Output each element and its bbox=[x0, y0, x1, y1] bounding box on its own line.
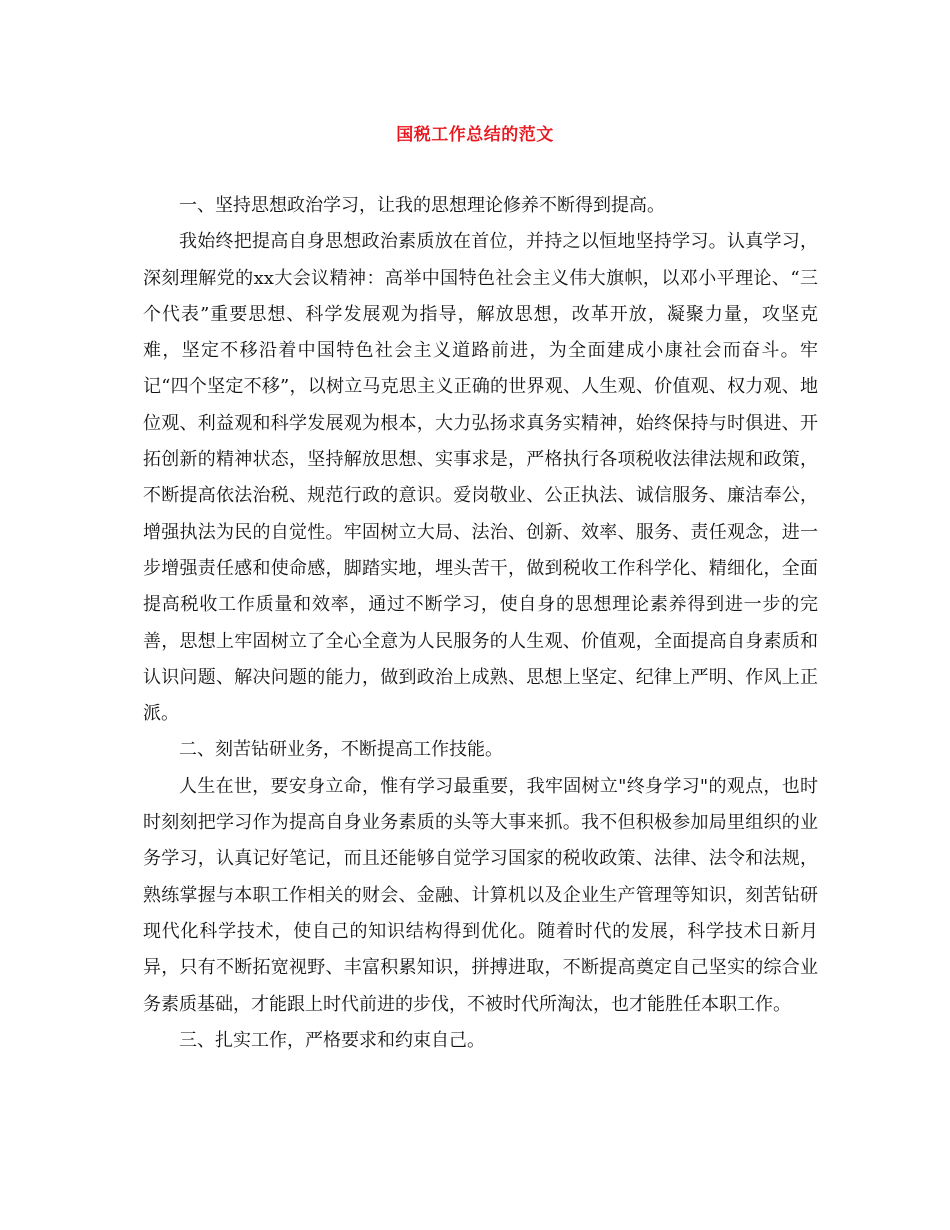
section-heading-2: 二、刻苦钻研业务，不断提高工作技能。 bbox=[179, 739, 503, 761]
body-paragraph-2: 人生在世，要安身立命，惟有学习最重要，我牢固树立"终身学习"的观点，也时时刻刻把学习作为提高自身业务素质的头等大事来抓。我不但积极参加局里组织的业务学习，认真记好笔记，而且还能够自觉学习国家的税收政策、法律、法令和法规，熟练掌握与本职工作相关的财会、金融、计算机以及企业生产管理等知识，刻苦钻研现代化科学技术，使自己的知识结构得到优化。随着时代的发展，科学技术日新月异，只有不断拓宽视野、丰富积累知识，拼搏进取，不断提高奠定自己坚实的综合业务素质基础，才能跟上时代前进的步伐，不被时代所淘汰，也才能胜任本职工作。 bbox=[143, 775, 818, 1015]
document-body bbox=[143, 188, 818, 1059]
section-heading-3: 三、扎实工作，严格要求和约束自己。 bbox=[179, 1029, 485, 1051]
body-paragraph-1: 我始终把提高自身思想政治素质放在首位，并持之以恒地坚持学习。认真学习，深刻理解党的xx大会议精神：高举中国特色社会主义伟大旗帜，以邓小平理论、“三个代表”重要思想、科学发展观为指导，解放思想，改革开放，凝聚力量，攻坚克难，坚定不移沿着中国特色社会主义道路前进，为全面建成小康社会而奋斗。牢记“四个坚定不移”，以树立马克思主义正确的世界观、人生观、价值观、权力观、地位观、利益观和科学发展观为根本，大力弘扬求真务实精神，始终保持与时俱进、开拓创新的精神状态，坚持解放思想、实事求是，严格执行各项税收法律法规和政策，不断提高依法治税、规范行政的意识。爱岗敬业、公正执法、诚信服务、廉洁奉公，增强执法为民的自觉性。牢固树立大局、法治、创新、效率、服务、责任观念，进一步增强责任感和使命感，脚踏实地，埋头苦干，做到税收工作科学化、精细化，全面提高税收工作质量和效率，通过不断学习，使自身的思想理论素养得到进一步的完善，思想上牢固树立了全心全意为人民服务的人生观、价值观，全面提高自身素质和认识问题、解决问题的能力，做到政治上成熟、思想上坚定、纪律上严明、作风上正派。 bbox=[143, 231, 818, 725]
document-title: 国税工作总结的范文 bbox=[396, 125, 554, 145]
section-heading-1: 一、坚持思想政治学习，让我的思想理论修养不断得到提高。 bbox=[179, 195, 665, 216]
